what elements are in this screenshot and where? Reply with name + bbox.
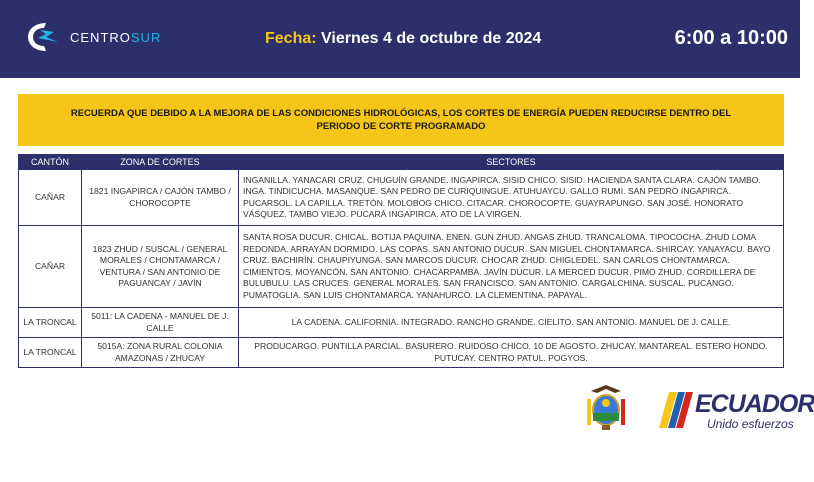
flag-stripes-icon xyxy=(655,390,695,430)
logo-text-centro: CENTRO xyxy=(70,29,131,45)
brand-slogan: Unido esfuerzos xyxy=(707,417,794,431)
cell-sectores: LA CADENA. CALIFORNIA. INTEGRADO. RANCHO GRANDE. CIELITO. SAN ANTONIO. MANUEL DE J. CALLE. xyxy=(239,308,784,338)
outage-table xyxy=(18,154,784,368)
cell-sectores: PRODUCARGO. PUNTILLA PARCIAL. BASURERO. RUIDOSO CHICO. 10 DE AGOSTO. ZHUCAY. MANTAREAL. ESTERO HONDO. PUTUCAY. CENTRO PATUL. POGYOS. xyxy=(239,338,784,368)
header-zona: ZONA DE CORTES xyxy=(82,155,239,170)
cell-canton: CAÑAR xyxy=(19,170,82,226)
cell-zona: 5011: LA CADENA - MANUEL DE J. CALLE xyxy=(82,308,239,338)
table-row xyxy=(19,170,784,226)
cell-zona: 1823 ZHUD / SUSCAL / GENERAL MORALES / CHONTAMARCA / VENTURA / SAN ANTONIO DE PAGUANCAY / JAVÍN xyxy=(82,226,239,308)
table-row xyxy=(19,308,784,338)
coat-of-arms-icon xyxy=(583,383,629,431)
header-sectores: SECTORES xyxy=(239,155,784,170)
brand-name: ECUADOR xyxy=(695,390,814,418)
date-label: Fecha: xyxy=(265,30,317,47)
cell-zona: 1821 INGAPIRCA / CAJÓN TAMBO / CHOROCOPTE xyxy=(82,170,239,226)
header-canton: CANTÓN xyxy=(19,155,82,170)
table-row xyxy=(19,338,784,368)
date-line xyxy=(265,30,541,48)
cell-canton: LA TRONCAL xyxy=(19,308,82,338)
cell-sectores: SANTA ROSA DUCUR. CHICAL. BOTIJA PAQUINA. ENEN. GUN ZHUD. ANGAS ZHUD. TRANCALOMA. TIPOCOCHA. ZHUD LOMA REDONDA. ARRAYÁN DORMIDO. LAS COPAS. SAN ANTONIO DUCUR. SAN MIGUEL CHONTAMARCA. SHIRCAY. YANAYACU. BAYO CRUZ. BACHIRÍN. CHAUPIYUNGA. SAN MARCOS DUCUR. CHOCAR ZHUD. CHIGLEDEL. SAN CARLOS CHONTAMARCA. CIMIENTOS. MOYANCÓN. SAN ANTONIO. CHACARPAMBA. JAVÍN DUCUR. LA MERCED DUCUR. PIMO ZHUD. CORDILLERA DE BULUBULU. LAS CRUCES. GENERAL MORALES. SAN FRANCISCO. SAN ANTONIO. CARGALCHINA. SUSCAL. PUCANGO. PUMATOGLIA. SAN LUIS CHONTAMARCA. YANAHURCO. LA CLEMENTINA. PAPAYAL. xyxy=(239,226,784,308)
notice-banner: RECUERDA QUE DEBIDO A LA MEJORA DE LAS CONDICIONES HIDROLÓGICAS, LOS CORTES DE ENERGÍA PUEDEN REDUCIRSE DENTRO DEL PERIODO DE CORTE PROGRAMADO xyxy=(18,94,784,146)
centrosur-logo xyxy=(24,20,161,54)
cell-sectores: INGANILLA. YANACARI CRUZ. CHUGUÍN GRANDE. INGAPIRCA. SISID CHICO. SISID. HACIENDA SANTA CLARA. CAJÓN TAMBO. INGA. TINDICUCHA. MASANQUE. SAN PEDRO DE CURIQUINGUE. ATUHUAYCU. GALLO RUMI. SAN PEDRO INGAPIRCA. PUCARSOL. LA CAPILLA. TRETÓN. MOLOBOG CHICO. CITACAR. CHOROCOPTE. GUAYRAPUNGO. SAN JOSÉ. HONORATO VÁSQUEZ. TAMBO VIEJO. PUCARÁ INGAPIRCA. ATO DE LA VIRGEN. xyxy=(239,170,784,226)
logo-text-sur: SUR xyxy=(130,29,162,45)
table-header-row xyxy=(19,155,784,170)
date-value: Viernes 4 de octubre de 2024 xyxy=(321,30,542,47)
cell-zona: 5015A: ZONA RURAL COLONIA AMAZONAS / ZHUCAY xyxy=(82,338,239,368)
cell-canton: LA TRONCAL xyxy=(19,338,82,368)
time-range: 6:00 a 10:00 xyxy=(674,27,788,49)
lightning-logo-icon xyxy=(24,20,66,54)
table-row xyxy=(19,226,784,308)
cell-canton: CAÑAR xyxy=(19,226,82,308)
header-bar xyxy=(0,0,800,78)
